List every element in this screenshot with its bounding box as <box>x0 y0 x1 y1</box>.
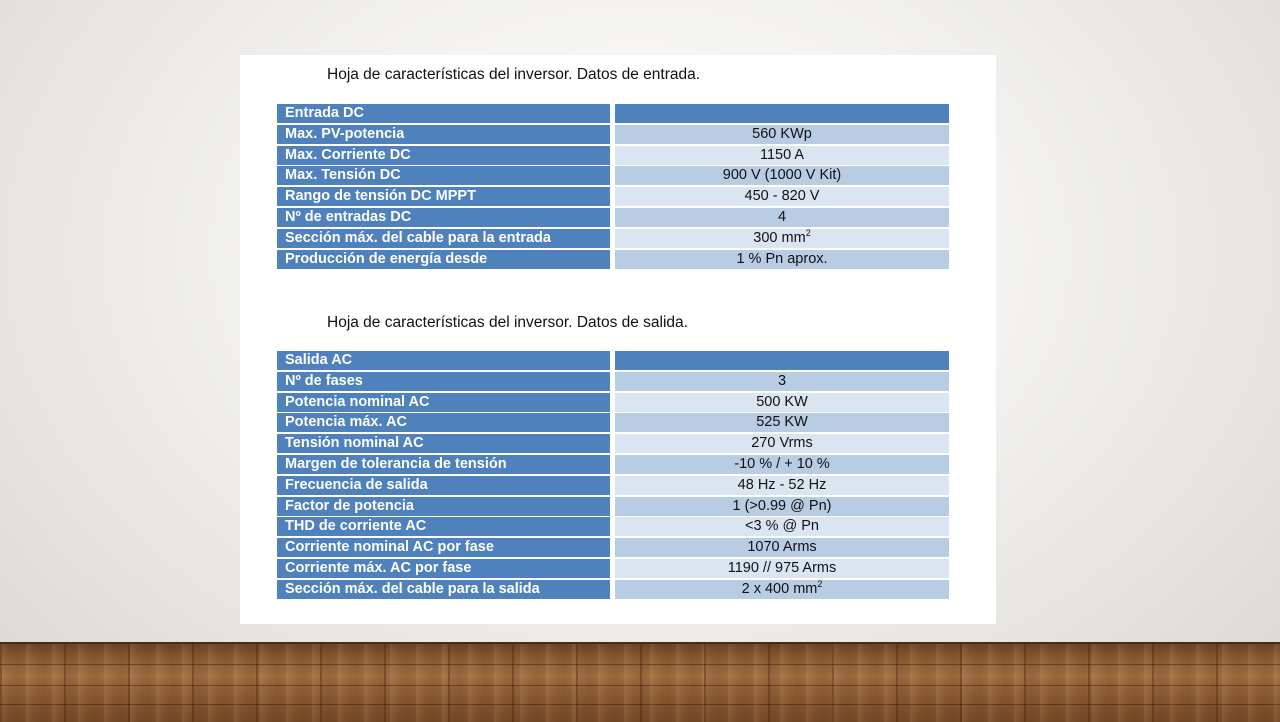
row-label: Producción de energía desde <box>277 250 610 269</box>
row-value <box>615 413 949 432</box>
table-row <box>277 371 949 392</box>
row-value <box>615 476 949 495</box>
value-text: 1190 // 975 Arms <box>727 559 837 576</box>
value-text: 525 KW <box>756 414 808 431</box>
row-value <box>615 125 949 144</box>
table-row <box>277 165 949 186</box>
datasheet-image <box>240 55 996 624</box>
table-row <box>277 249 949 270</box>
output-header-label: Salida AC <box>277 351 610 370</box>
value-text: 300 mm <box>753 229 806 246</box>
row-label: Sección máx. del cable para la salida <box>277 580 610 599</box>
row-label: Max. Corriente DC <box>277 146 610 165</box>
row-value <box>615 393 949 412</box>
row-label: Sección máx. del cable para la entrada <box>277 229 610 248</box>
row-label: Factor de potencia <box>277 497 610 516</box>
row-label: Rango de tensión DC MPPT <box>277 187 610 206</box>
value-superscript: 2 <box>805 227 811 238</box>
value-superscript: 2 <box>817 578 823 589</box>
table-row <box>277 558 949 579</box>
row-value <box>615 146 949 165</box>
wooden-floor <box>0 642 1280 722</box>
output-table <box>277 350 949 600</box>
value-text: 900 V (1000 V Kit) <box>722 167 842 184</box>
table-row <box>277 186 949 207</box>
value-text: 270 Vrms <box>751 435 813 452</box>
row-value <box>615 166 949 185</box>
table-row <box>277 228 949 249</box>
row-label: Nº de entradas DC <box>277 208 610 227</box>
row-label: Potencia máx. AC <box>277 413 610 432</box>
output-header-row <box>277 350 949 371</box>
row-value <box>615 434 949 453</box>
row-value <box>615 580 949 599</box>
row-value <box>615 187 949 206</box>
table-row <box>277 537 949 558</box>
value-text: 500 KW <box>756 393 808 410</box>
value-text: 1 (>0.99 @ Pn) <box>732 497 832 514</box>
row-label: Tensión nominal AC <box>277 434 610 453</box>
output-header-blank <box>615 351 949 370</box>
row-label: Margen de tolerancia de tensión <box>277 455 610 474</box>
value-text: 1150 A <box>759 146 805 163</box>
input-header-label: Entrada DC <box>277 104 610 123</box>
row-label: Corriente nominal AC por fase <box>277 538 610 557</box>
input-header-blank <box>615 104 949 123</box>
table-row <box>277 579 949 600</box>
table-row <box>277 516 949 537</box>
row-value <box>615 229 949 248</box>
row-label: THD de corriente AC <box>277 517 610 536</box>
table-row <box>277 392 949 413</box>
table-row <box>277 412 949 433</box>
value-text: 560 KWp <box>752 125 812 142</box>
table-row <box>277 207 949 228</box>
row-value <box>615 538 949 557</box>
value-text: 4 <box>777 208 787 225</box>
input-caption: Hoja de características del inversor. Datos de entrada. <box>327 66 701 83</box>
row-label: Frecuencia de salida <box>277 476 610 495</box>
table-row <box>277 145 949 166</box>
output-caption: Hoja de características del inversor. Datos de salida. <box>327 314 688 331</box>
table-row <box>277 475 949 496</box>
row-value <box>615 372 949 391</box>
row-value <box>615 455 949 474</box>
value-text: 48 Hz - 52 Hz <box>737 476 827 493</box>
table-row <box>277 496 949 517</box>
row-value <box>615 517 949 536</box>
row-label: Max. PV-potencia <box>277 125 610 144</box>
row-label: Max. Tensión DC <box>277 166 610 185</box>
value-text: 3 <box>777 372 787 389</box>
value-text: <3 % @ Pn <box>745 518 819 535</box>
row-label: Corriente máx. AC por fase <box>277 559 610 578</box>
row-label: Potencia nominal AC <box>277 393 610 412</box>
row-value <box>615 497 949 516</box>
row-value <box>615 250 949 269</box>
value-text: -10 % / + 10 % <box>734 455 830 472</box>
value-text: 2 x 400 mm <box>741 580 818 597</box>
input-table <box>277 103 949 269</box>
row-value <box>615 208 949 227</box>
input-header-row <box>277 103 949 124</box>
row-label: Nº de fases <box>277 372 610 391</box>
value-text: 450 - 820 V <box>744 188 820 205</box>
table-row <box>277 433 949 454</box>
value-text: 1070 Arms <box>747 539 817 556</box>
value-text: 1 % Pn aprox. <box>736 250 828 267</box>
table-row <box>277 454 949 475</box>
table-row <box>277 124 949 145</box>
row-value <box>615 559 949 578</box>
